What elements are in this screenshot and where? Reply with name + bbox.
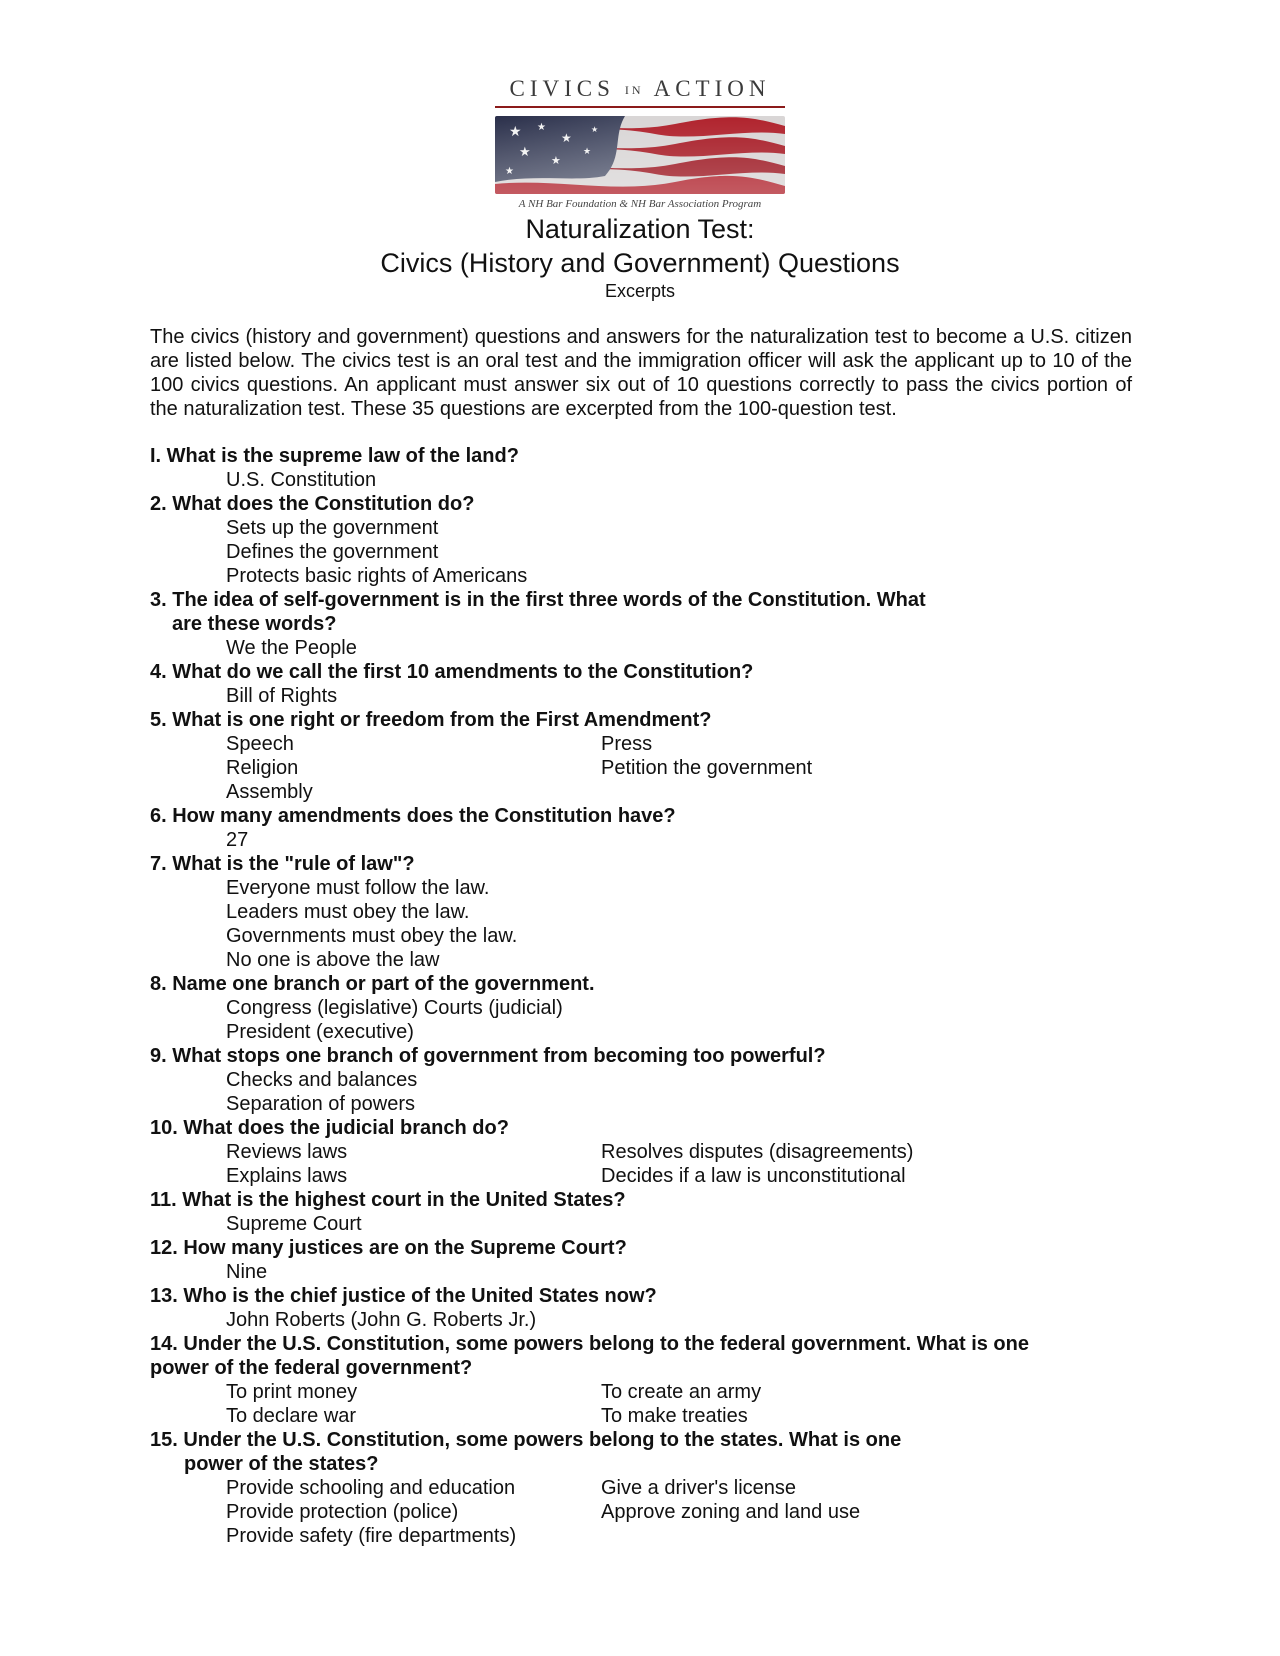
logo-rule [495, 106, 785, 108]
answer-row [150, 1500, 1132, 1524]
question-15: 15. Under the U.S. Constitution, some powers belong to the states. What is one [150, 1429, 902, 1451]
logo [0, 76, 1280, 210]
answer: Approve zoning and land use [601, 1501, 861, 1523]
answer-row [150, 1404, 1132, 1428]
question-8: 8. Name one branch or part of the government. [150, 973, 595, 995]
question-9: 9. What stops one branch of government from becoming too powerful? [150, 1045, 826, 1067]
answer: Nine [226, 1261, 268, 1283]
answer: To make treaties [601, 1405, 748, 1427]
answer: John Roberts (John G. Roberts Jr.) [226, 1309, 537, 1331]
answer: Separation of powers [226, 1093, 416, 1115]
answer: Speech [226, 733, 294, 755]
title-line-3: Excerpts [604, 281, 676, 301]
answer: Religion [226, 757, 299, 779]
answer-row [150, 1140, 1132, 1164]
answer-row [150, 1164, 1132, 1188]
answer: To declare war [226, 1405, 357, 1427]
answer: Provide schooling and education [226, 1477, 516, 1499]
answer: Bill of Rights [226, 685, 338, 707]
answer: Provide safety (fire departments) [226, 1525, 517, 1547]
answer: Supreme Court [226, 1213, 362, 1235]
answer: Defines the government [226, 541, 439, 563]
answer: Assembly [226, 781, 313, 803]
answer: Decides if a law is unconstitutional [601, 1165, 906, 1187]
answer: Petition the government [601, 757, 813, 779]
flag-graphic [495, 116, 785, 194]
question-15-continuation: power of the states? [184, 1453, 379, 1475]
question-11: 11. What is the highest court in the United States? [150, 1189, 626, 1211]
answer: Reviews laws [226, 1141, 348, 1163]
answer: Give a driver's license [601, 1477, 796, 1499]
question-4: 4. What do we call the first 10 amendments to the Constitution? [150, 661, 754, 683]
question-1: I. What is the supreme law of the land? [150, 445, 519, 467]
logo-word-action: ACTION [653, 76, 771, 101]
answer-row [150, 732, 1132, 756]
answer: U.S. Constitution [226, 469, 377, 491]
title-line-1: Naturalization Test: [525, 214, 755, 244]
answer: President (executive) [226, 1021, 414, 1043]
answer: Everyone must follow the law. [226, 877, 490, 899]
question-2: 2. What does the Constitution do? [150, 493, 475, 515]
logo-subtitle: A NH Bar Foundation & NH Bar Association Program [518, 198, 762, 210]
question-5: 5. What is one right or freedom from the First Amendment? [150, 709, 712, 731]
question-10: 10. What does the judicial branch do? [150, 1117, 509, 1139]
answer: To print money [226, 1381, 358, 1403]
answer: To create an army [601, 1381, 762, 1403]
answer: Checks and balances [226, 1069, 418, 1091]
answer-row [150, 1380, 1132, 1404]
answer: Leaders must obey the law. [226, 901, 470, 923]
logo-word-in: IN [624, 83, 644, 97]
question-6: 6. How many amendments does the Constitution have? [150, 805, 676, 827]
answer-row [150, 1476, 1132, 1500]
answer: Provide protection (police) [226, 1501, 459, 1523]
question-12: 12. How many justices are on the Supreme Court? [150, 1237, 627, 1259]
answer: Governments must obey the law. [226, 925, 518, 947]
question-7: 7. What is the "rule of law"? [150, 853, 415, 875]
answer: Press [601, 733, 653, 755]
answer: Protects basic rights of Americans [226, 565, 528, 587]
answer: Sets up the government [226, 517, 439, 539]
question-3-continuation: are these words? [172, 613, 337, 635]
question-14: 14. Under the U.S. Constitution, some powers belong to the federal government. What is one [150, 1333, 1029, 1355]
answer: We the People [226, 637, 357, 659]
logo-title [510, 76, 771, 102]
logo-word-civics: CIVICS [509, 76, 615, 101]
question-14-continuation: power of the federal government? [150, 1357, 473, 1379]
question-list [150, 444, 1132, 1548]
answer: No one is above the law [226, 949, 440, 971]
flag-image [495, 116, 785, 194]
answer: Congress (legislative) Courts (judicial) [226, 997, 563, 1019]
question-13: 13. Who is the chief justice of the United States now? [150, 1285, 657, 1307]
document-title [0, 212, 1280, 302]
answer: 27 [226, 829, 249, 851]
answer-row [150, 756, 1132, 780]
answer: Resolves disputes (disagreements) [601, 1141, 914, 1163]
question-3: 3. The idea of self-government is in the first three words of the Constitution. What [150, 589, 926, 611]
intro-paragraph: The civics (history and government) questions and answers for the naturalization test to become a U.S. citizen are listed below. The civics test is an oral test and the immigration officer will ask the applicant up to 10 of the 100 civics questions. An applicant must answer six out of 10 questions correctly to pass the civics portion of the naturalization test. These 35 questions are excerpted from the 100-question test. [150, 326, 1132, 420]
title-line-2: Civics (History and Government) Questions [380, 248, 900, 278]
answer: Explains laws [226, 1165, 348, 1187]
